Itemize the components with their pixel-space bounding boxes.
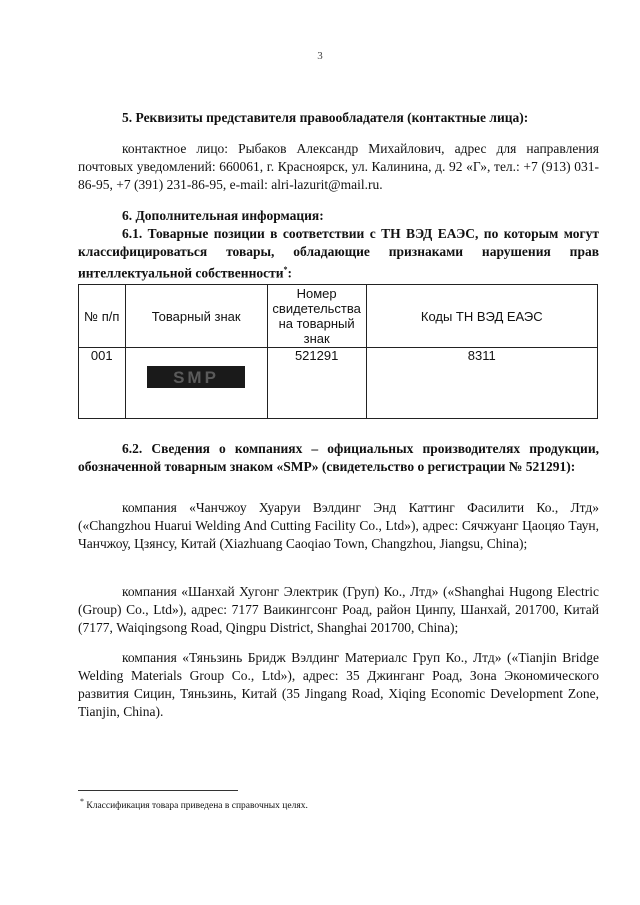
- footnote-mark: *: [80, 797, 84, 806]
- section61-heading: [78, 225, 599, 283]
- section62-heading: 6.2. Сведения о компаниях – официальных производителях продукции, обозначенной товарным знаком «SMP» (свидетельство о регистрации № 521291):: [78, 441, 599, 474]
- smp-logo: [147, 366, 245, 388]
- svg-text:SMP: SMP: [173, 368, 220, 387]
- section61-colon: :: [287, 265, 292, 281]
- trademark-table: [78, 284, 598, 419]
- cell-trademark: [125, 348, 267, 419]
- section6-heading: 6. Дополнительная информация:: [122, 208, 324, 223]
- section61-text: 6.1. Товарные позиции в соответствии с ТН ВЭД ЕАЭС, по которым могут классифицироваться товары, обладающие признаками нарушения прав интеллектуальной собственности: [78, 226, 599, 281]
- cell-codes: 8311: [366, 348, 597, 419]
- footnote: [80, 797, 308, 811]
- header-certificate: Номер свидетельства на товарный знак: [267, 285, 366, 348]
- header-trademark: Товарный знак: [125, 285, 267, 348]
- footnote-text: Классификация товара приведена в справочных целях.: [84, 801, 308, 812]
- footnote-ref: *: [283, 265, 288, 274]
- section5-heading: 5. Реквизиты представителя правообладателя (контактные лица):: [122, 110, 529, 125]
- company-1: компания «Чанчжоу Хуаруи Вэлдинг Энд Каттинг Фасилити Ко., Лтд» («Changzhou Huarui Welding And Cutting Facility Co., Ltd»), адрес: Сячжуанг Цаоцяо Таун, Чанчжоу, Цзянсу, Китай (Xiazhuang Caoqiao Town, Changzhou, Jiangsu, China);: [78, 500, 599, 551]
- section5-contact: контактное лицо: Рыбаков Александр Михайлович, адрес для направления почтовых уведомлений: 660061, г. Красноярск, ул. Калинина, д. 92 «Г», тел.: +7 (913) 031-86-95, +7 (391) 231-86-95, e-mail: alri-lazurit@mail.ru.: [78, 141, 599, 192]
- company-3: компания «Тяньзинь Бридж Вэлдинг Материалс Груп Ко., Лтд» («Tianjin Bridge Welding Materials Group Co., Ltd»), адрес: 35 Джинганг Роад, Зона Экономического развития Сицин, Тяньзинь, Китай (35 Jingang Road, Xiqing Economic Development Zone, Tianjin, China).: [78, 650, 599, 719]
- footnote-divider: [78, 790, 238, 791]
- cell-certificate: 521291: [267, 348, 366, 419]
- table-header-row: [79, 285, 598, 348]
- header-codes: Коды ТН ВЭД ЕАЭС: [366, 285, 597, 348]
- company-2: компания «Шанхай Хугонг Электрик (Груп) Ко., Лтд» («Shanghai Hugong Electric (Group) Co., Ltd»), адрес: 7177 Ваикингсонг Роад, район Цинпу, Шанхай, 201700, Китай (7177, Waiqingsong Road, Qingpu District, Shanghai 201700, China);: [78, 584, 599, 635]
- page-number: 3: [317, 50, 323, 62]
- header-number: № п/п: [79, 285, 126, 348]
- table-row: [79, 348, 598, 419]
- cell-number: 001: [79, 348, 126, 419]
